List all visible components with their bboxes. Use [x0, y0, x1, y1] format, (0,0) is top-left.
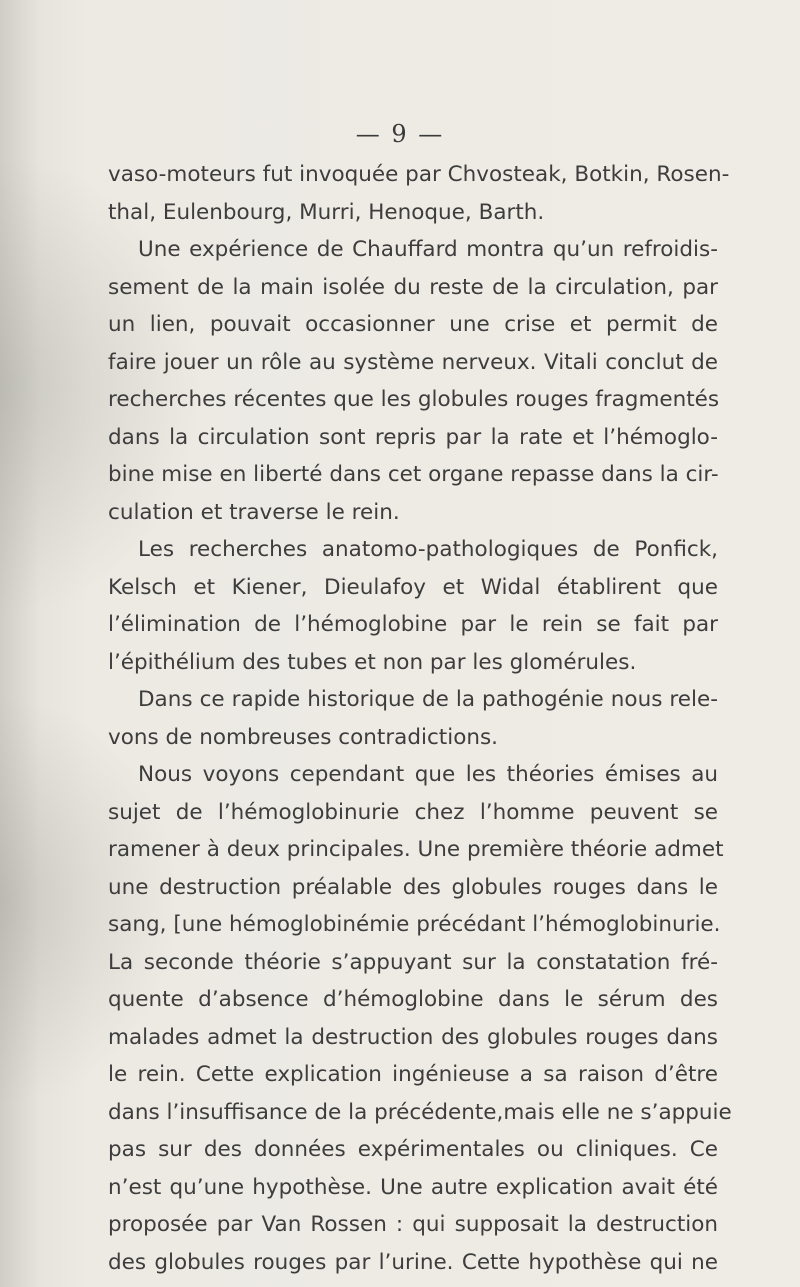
page-number: — 9 — [355, 120, 445, 148]
text-line: vaso-moteurs fut invoquée par Chvosteak, Botkin, Rosen- [108, 162, 730, 187]
text-line: le rein. Cette explication ingénieuse a sa raison d’être [108, 1062, 718, 1087]
text-line: Une expérience de Chauffard montra qu’un refroidis- [138, 237, 718, 262]
body-text [108, 156, 732, 1281]
text-line: dans l’insuffisance de la précédente,mais elle ne s’appuie [108, 1099, 732, 1125]
text-line: thal, Eulenbourg, Murri, Henoque, Barth. [108, 199, 545, 225]
text-line: ramener à deux principales. Une première théorie admet [108, 837, 724, 862]
text-line: Les recherches anatomo-pathologiques de Ponfick, [138, 537, 718, 562]
text-line: vons de nombreuses contradictions. [108, 724, 499, 750]
text-line: une destruction préalable des globules rouges dans le [108, 874, 718, 900]
text-line: sement de la main isolée du reste de la circulation, par [108, 274, 718, 300]
text-line: sujet de l’hémoglobinurie chez l’homme peuvent se [108, 799, 718, 825]
text-line: culation et traverse le rein. [108, 499, 400, 525]
text-line: quente d’absence d’hémoglobine dans le sérum des [108, 987, 718, 1012]
text-line: des globules rouges par l’urine. Cette hypothèse qui ne [108, 1249, 718, 1275]
text-line: Kelsch et Kiener, Dieulafoy et Widal établirent que [108, 574, 718, 600]
text-line: l’épithélium des tubes et non par les glomérules. [108, 649, 637, 675]
text-line: dans la circulation sont repris par la rate et l’hémoglo- [108, 424, 718, 450]
text-line: n’est qu’une hypothèse. Une autre explication avait été [108, 1174, 718, 1200]
text-line: un lien, pouvait occasionner une crise et permit de [108, 312, 718, 337]
text-line: l’élimination de l’hémoglobine par le rein se fait par [108, 612, 718, 637]
text-line: sang, [une hémoglobinémie précédant l’hémoglobinurie. [108, 912, 721, 937]
text-line: recherches récentes que les globules rouges fragmentés [108, 387, 720, 412]
text-line: bine mise en liberté dans cet organe repasse dans la cir- [108, 462, 719, 487]
text-line: malades admet la destruction des globules rouges dans [108, 1024, 718, 1050]
text-line: Nous voyons cependant que les théories émises au [138, 762, 718, 787]
text-line: pas sur des données expérimentales ou cliniques. Ce [108, 1137, 718, 1162]
text-line: La seconde théorie s’appuyant sur la constatation fré- [108, 949, 718, 975]
text-line: proposée par Van Rossen : qui supposait la destruction [108, 1212, 718, 1237]
text-line: Dans ce rapide historique de la pathogénie nous rele- [138, 687, 718, 712]
text-line: faire jouer un rôle au système nerveux. Vitali conclut de [108, 349, 718, 375]
